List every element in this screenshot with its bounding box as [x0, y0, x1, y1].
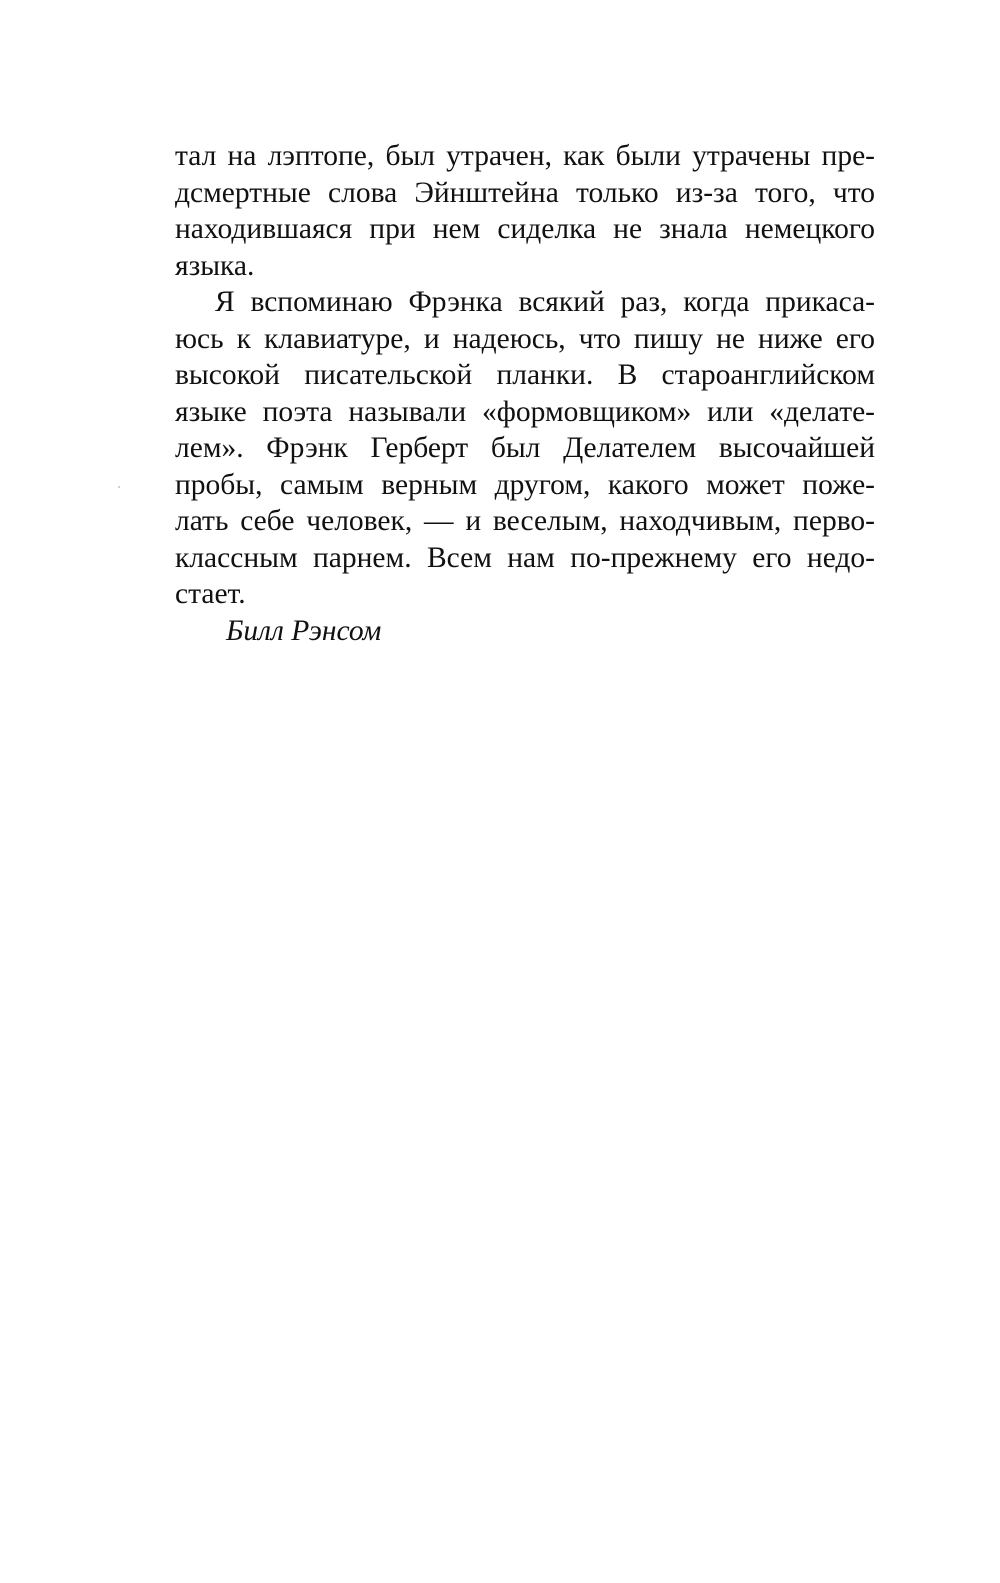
- text-line: лем». Фрэнк Герберт был Делателем высочайшей: [175, 432, 875, 464]
- text-line: тал на лэптопе, был утрачен, как были утрачены пре-: [175, 140, 875, 172]
- author-signature: Билл Рэнсом: [226, 614, 382, 647]
- text-line: высокой писательской планки. В староанглийском: [175, 359, 875, 391]
- text-line: пробы, самым верным другом, какого может поже-: [175, 468, 875, 501]
- text-line: Я вспоминаю Фрэнка всякий раз, когда прикаса-: [215, 286, 875, 318]
- text-line: языке поэта называли «формовщиком» или «делате-: [175, 395, 875, 428]
- text-line: юсь к клавиатуре, и надеюсь, что пишу не ниже его: [175, 322, 875, 355]
- text-line: языка.: [175, 249, 255, 282]
- text-line: стает.: [175, 578, 246, 610]
- text-line: дсмертные слова Эйнштейна только из-за того, что: [175, 176, 875, 209]
- text-line: лать себе человек, — и веселым, находчивым, перво-: [175, 505, 875, 537]
- text-line: находившаяся при нем сиделка не знала немецкого: [175, 213, 875, 245]
- text-line: классным парнем. Всем нам по-прежнему его недо-: [175, 541, 875, 574]
- margin-speck: [118, 486, 120, 488]
- body-text: [175, 138, 875, 649]
